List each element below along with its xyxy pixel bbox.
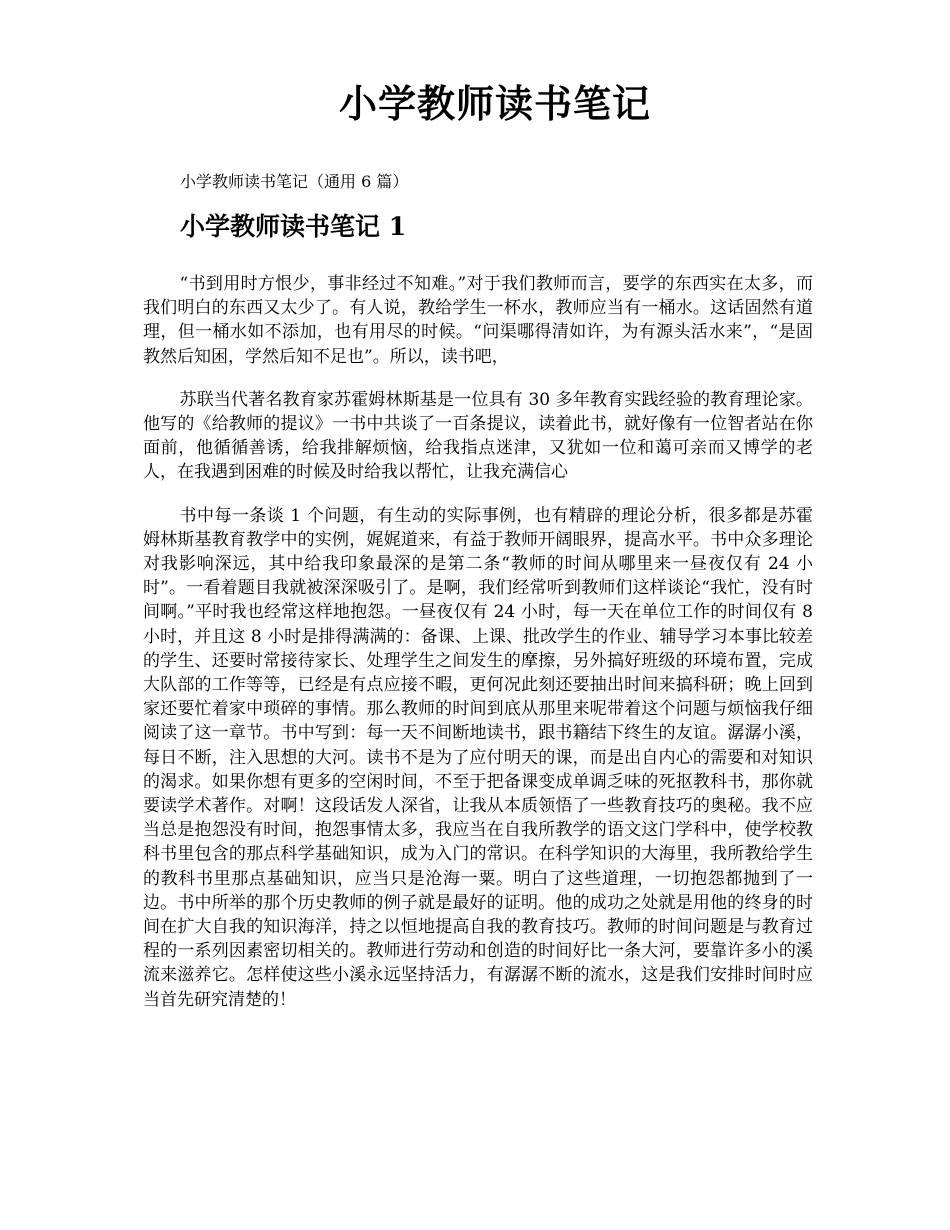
document-subtitle: 小学教师读书笔记（通用 6 篇） xyxy=(180,172,409,191)
paragraph-3: 书中每一条谈 1 个问题，有生动的实际事例，也有精辟的理论分析，很多都是苏霍姆林斯基教育教学中的实例，娓娓道来，有益于教师开阔眼界，提高水平。书中众多理论对我影响深远，其中给我印象最深的是第二条“教师的时间从哪里来一昼夜仅有 24 小时”。一看着题目我就被深深吸引了。是啊，我们经常听到教师们这样谈论“我忙，没有时间啊。”平时我也经常这样地抱怨。一昼夜仅有 24 小时，每一天在单位工作的时间仅有 8 小时，并且这 8 小时是排得满满的：备课、上课、批改学生的作业、辅导学习本事比较差的学生、还要时常接待家长、处理学生之间发生的摩擦，另外搞好班级的环境布置，完成大队部的工作等等，已经是有点应接不暇，更何况此刻还要抽出时间来搞科研；晚上回到家还要忙着家中琐碎的事情。那么教师的时间到底从那里来呢带着这个问题与烦恼我仔细阅读了这一章节。书中写到：每一天不间断地读书，跟书籍结下终生的友谊。潺潺小溪，每日不断，注入思想的大河。读书不是为了应付明天的课，而是出自内心的需要和对知识的渴求。如果你想有更多的空闲时间，不至于把备课变成单调乏味的死抠教科书，那你就要读学术著作。对啊！这段话发人深省，让我从本质领悟了一些教育技巧的奥秘。我不应当总是抱怨没有时间，抱怨事情太多，我应当在自我所教学的语文这门学科中，使学校教科书里包含的那点科学基础知识，成为入门的常识。在科学知识的大海里，我所教给学生的教科书里那点基础知识，应当只是沧海一粟。明白了这些道理，一切抱怨都抛到了一边。书中所举的那个历史教师的例子就是最好的证明。他的成功之处就是用他的终身的时间在扩大自我的知识海洋，持之以恒地提高自我的教育技巧。教师的时间问题是与教育过程的一系列因素密切相关的。教师进行劳动和创造的时间好比一条大河，要靠许多小的溪流来滋养它。怎样使这些小溪永远坚持活力，有潺潺不断的流水，这是我们安排时间时应当首先研究清楚的！ xyxy=(143,505,813,1010)
page-title: 小学教师读书笔记 xyxy=(338,81,651,126)
paragraph-1: “书到用时方恨少，事非经过不知难。”对于我们教师而言，要学的东西实在太多，而我们明白的东西又太少了。有人说，教给学生一杯水，教师应当有一桶水。这话固然有道理，但一桶水如不添加，也有用尽的时候。“问渠哪得清如许，为有源头活水来”，“是固教然后知困，学然后知不足也”。所以，读书吧， xyxy=(143,274,813,367)
document-body xyxy=(143,272,813,1031)
paragraph-2: 苏联当代著名教育家苏霍姆林斯基是一位具有 30 多年教育实践经验的教育理论家。他写的《给教师的提议》一书中共谈了一百条提议，读着此书，就好像有一位智者站在你面前，他循循善诱，给我排解烦恼，给我指点迷津，又犹如一位和蔼可亲而又博学的老人，在我遇到困难的时候及时给我以帮忙，让我充满信心 xyxy=(143,389,813,483)
section-heading: 小学教师读书笔记 1 xyxy=(180,212,407,241)
